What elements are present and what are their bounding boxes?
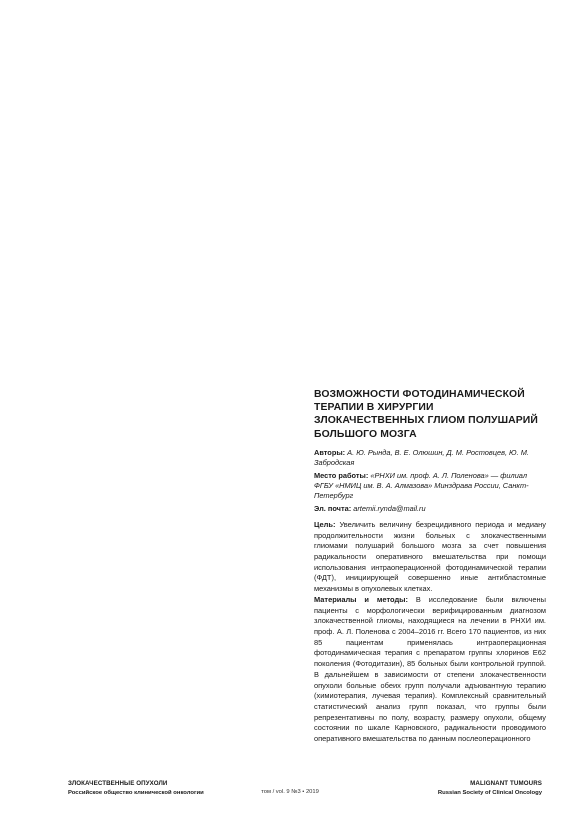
society-name-ru: Российское общество клинической онкологии xyxy=(68,789,204,796)
authors-value: А. Ю. Рында, В. Е. Олюшин, Д. М. Ростовцев, Ю. М. Забродская xyxy=(314,447,529,467)
methods-text: В исследование были включены пациенты с морфологически верифицированным диагнозом злокачественной глиомы, находящиеся на лечении в РНХИ им. проф. А. Л. Поленова с 2004–2016 гг. Всего 170 пациентов, из них 85 пациентам применялась интраоперационная фотодинамическая терапия с препаратом группы хлоринов Е62 поколения (Фотодитазин), 85 больных были контрольной группой. В дальнейшем в зависимости от степени злокачественности опухоли больные обеих групп получали адъювантную терапию (химиотерапия, лучевая терапия). Комплексный сравнительный статистический анализ групп показал, что группы были репрезентативны по полу, возрасту, размеру опухоли, общему состоянии по шкале Карновского, радикальности проводимого оперативного вмешательства по данным послеоперационного xyxy=(314,594,546,744)
issue-info: том / vol. 9 №3 • 2019 xyxy=(261,789,319,795)
abstract-body xyxy=(314,520,546,745)
methods-paragraph xyxy=(314,595,546,745)
article-abstract xyxy=(314,388,546,745)
workplace-line xyxy=(314,471,546,501)
email-label: Эл. почта: xyxy=(314,503,352,513)
aim-paragraph xyxy=(314,520,546,595)
footer-right xyxy=(438,780,542,797)
aim-text: Увеличить величину безрецидивного периода и медиану продолжительности жизни больных с злокачественными глиомами полушарий большого мозга за счет повышения радикальности оперативного вмешательства при помощи использования интраоперационной фотодинамической терапии (ФДТ), инициирующей совершенно иные антибластомные механизмы в опухолевых клетках. xyxy=(314,519,546,594)
methods-label: Материалы и методы: xyxy=(314,594,408,604)
email-line xyxy=(314,504,546,514)
authors-line xyxy=(314,448,546,468)
page-footer xyxy=(0,780,580,804)
authors-label: Авторы: xyxy=(314,447,346,457)
journal-name-en: MALIGNANT TUMOURS xyxy=(470,780,542,787)
society-name-en: Russian Society of Clinical Oncology xyxy=(437,789,542,796)
workplace-value: «РНХИ им. проф. А. Л. Поленова» — филиал ФГБУ «НМИЦ им. В. А. Алмазова» Минздрава России, Санкт-Петербург xyxy=(314,470,529,500)
email-value[interactable]: artemii.rynda@mail.ru xyxy=(353,503,426,513)
workplace-label: Место работы: xyxy=(314,470,369,480)
aim-label: Цель: xyxy=(314,519,336,529)
journal-name-ru: ЗЛОКАЧЕСТВЕННЫЕ ОПУХОЛИ xyxy=(68,780,168,787)
article-title: ВОЗМОЖНОСТИ ФОТОДИНАМИЧЕСКОЙ ТЕРАПИИ В ХИРУРГИИ ЗЛОКАЧЕСТВЕННЫХ ГЛИОМ ПОЛУШАРИЙ БОЛЬШОГО МОЗГА xyxy=(314,389,538,440)
